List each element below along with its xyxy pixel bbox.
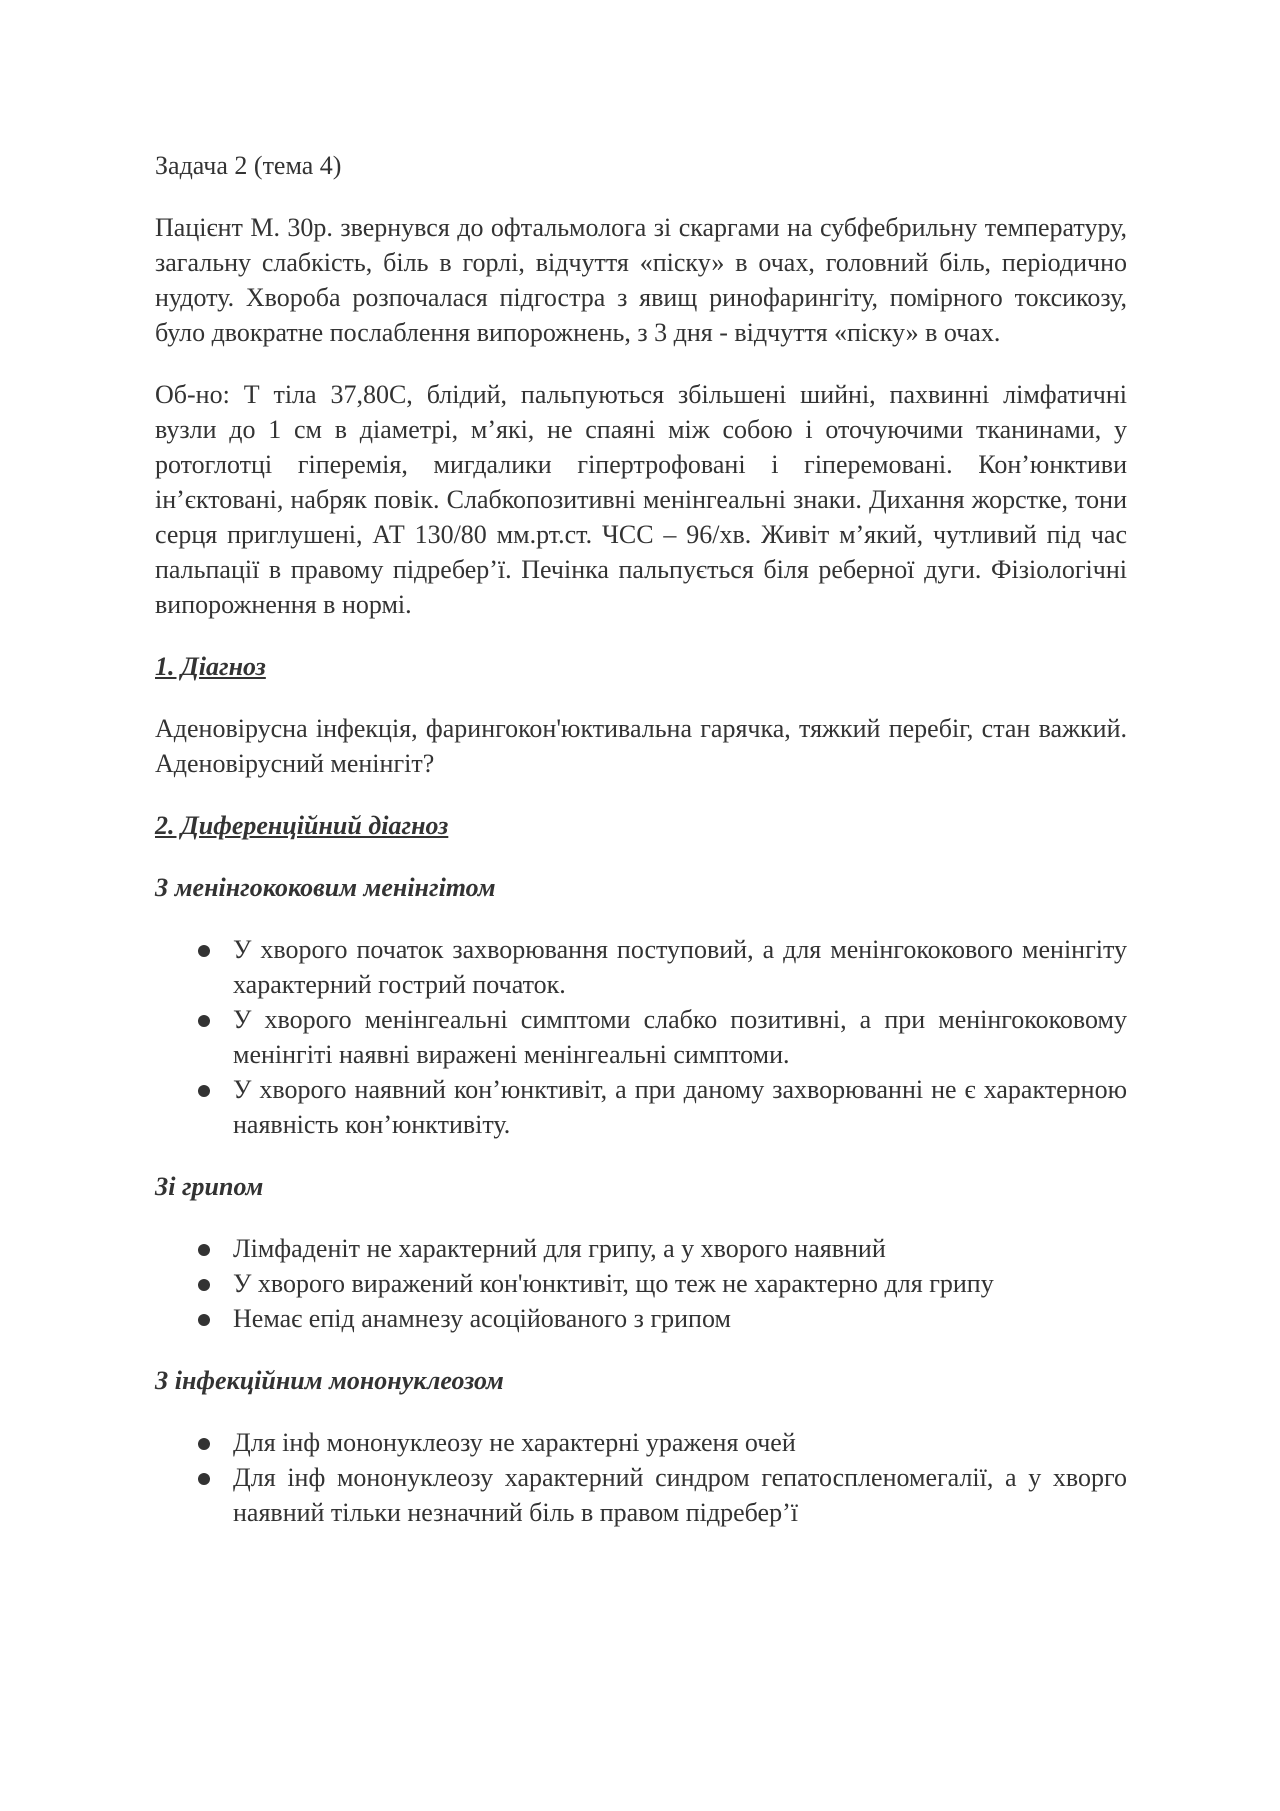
list-item (155, 1460, 1127, 1530)
list-item (155, 1301, 1127, 1336)
bullet-icon (198, 1473, 210, 1485)
list-item-text: У хворого початок захворювання поступовий, а для менінгококового менінгіту характерний гострий початок. (233, 935, 1127, 999)
list-item-text: Немає епід анамнезу асоційованого з грипом (233, 1304, 731, 1333)
bullet-icon (198, 945, 210, 957)
bullet-icon (198, 1314, 210, 1326)
bullet-icon (198, 1279, 210, 1291)
document-page (155, 148, 1127, 1557)
group-meningococcal-title: З менінгококовим менінгітом (155, 873, 496, 902)
list-item-text: Для інф мононуклеозу не характерні ураженя очей (233, 1428, 796, 1457)
group-influenza-list (155, 1231, 1127, 1336)
group-mononucleosis-title: З інфекційним мононуклеозом (155, 1366, 504, 1395)
examination-paragraph: Об-но: Т тіла 37,80С, блідий, пальпуються збільшені шийні, пахвинні лімфатичні вузли до 1 см в діаметрі, м’які, не спаяні між собою і оточуючими тканинами, у ротоглотці гіперемія, мигдалики гіпертрофовані і гіперемовані. Кон’юнктиви ін’єктовані, набряк повік. Слабкопозитивні менінгеальні знаки. Дихання жорстке, тони серця приглушені, АТ 130/80 мм.рт.ст. ЧСС – 96/хв. Живіт м’який, чутливий під час пальпації в правому підребер’ї. Печінка пальпується біля реберної дуги. Фізіологічні випорожнення в нормі. (155, 380, 1127, 619)
bullet-icon (198, 1438, 210, 1450)
group-influenza-title: Зі грипом (155, 1172, 264, 1201)
diagnosis-text: Аденовірусна інфекція, фарингокон'юктивальна гарячка, тяжкий перебіг, стан важкий. Аденовірусний менінгіт? (155, 714, 1127, 778)
task-title: Задача 2 (тема 4) (155, 151, 342, 180)
diagnosis-heading: 1. Діагноз (155, 652, 266, 681)
bullet-icon (198, 1085, 210, 1097)
list-item-text: Лімфаденіт не характерний для грипу, а у хворого наявний (233, 1234, 886, 1263)
bullet-icon (198, 1244, 210, 1256)
list-item-text: Для інф мононуклеозу характерний синдром гепатоспленомегалії, а у хворго наявний тільки незначний біль в правом підребер’ї (233, 1463, 1127, 1527)
list-item (155, 1266, 1127, 1301)
list-item (155, 932, 1127, 1002)
list-item (155, 1425, 1127, 1460)
group-mononucleosis-list (155, 1425, 1127, 1530)
bullet-icon (198, 1015, 210, 1027)
group-meningococcal-list (155, 932, 1127, 1142)
complaints-paragraph: Пацієнт М. 30р. звернувся до офтальмолога зі скаргами на субфебрильну температуру, загальну слабкість, біль в горлі, відчуття «піску» в очах, головний біль, періодично нудоту. Хвороба розпочалася підгостра з явищ ринофарингіту, помірного токсикозу, було двократне послаблення випорожнень, з 3 дня - відчуття «піску» в очах. (155, 213, 1127, 347)
list-item (155, 1231, 1127, 1266)
differential-diagnosis-heading: 2. Диференційний діагноз (155, 811, 449, 840)
list-item-text: У хворого наявний кон’юнктивіт, а при даному захворюванні не є характерною наявність кон’юнктивіту. (233, 1075, 1127, 1139)
list-item (155, 1072, 1127, 1142)
list-item-text: У хворого виражений кон'юнктивіт, що теж не характерно для грипу (233, 1269, 994, 1298)
list-item-text: У хворого менінгеальні симптоми слабко позитивні, а при менінгококовому менінгіті наявні виражені менінгеальні симптоми. (233, 1005, 1127, 1069)
list-item (155, 1002, 1127, 1072)
